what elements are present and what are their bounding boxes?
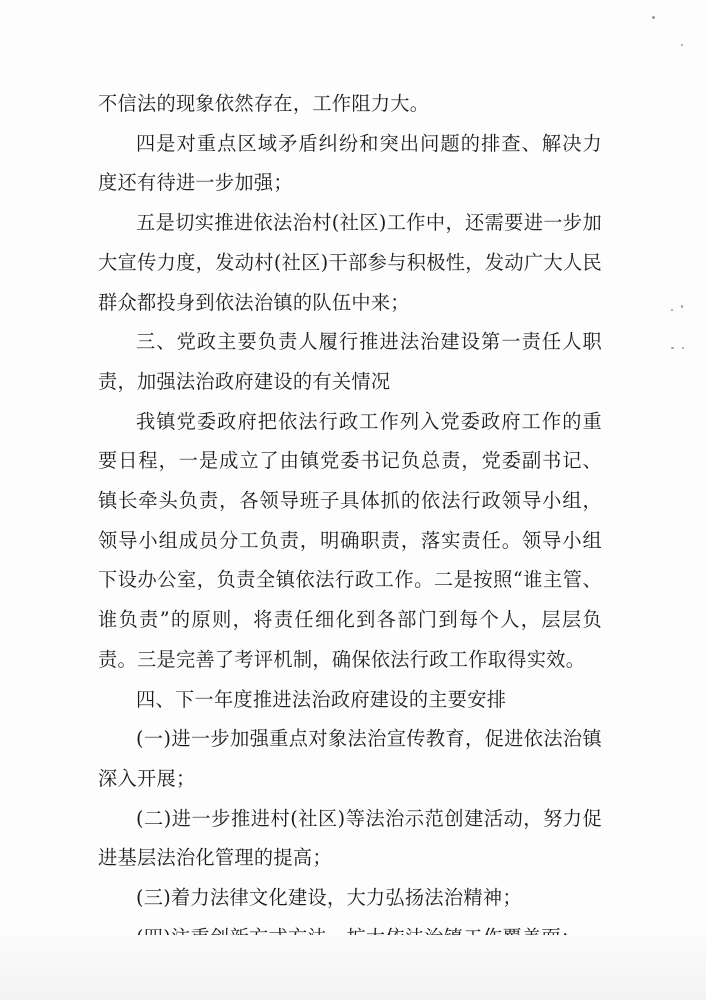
- scan-speck: [681, 305, 683, 308]
- scan-bottom-edge: [0, 935, 706, 1000]
- scan-speck: [671, 309, 673, 311]
- scan-speck: [682, 347, 684, 349]
- scan-speck: [681, 44, 683, 46]
- scan-speck: [652, 16, 655, 19]
- body-paragraph: 我镇党委政府把依法行政工作列入党委政府工作的重要日程，一是成立了由镇党委书记负总责，党委副书记、镇长牵头负责，各领导班子具体抓的依法行政领导小组，领导小组成员分工负责，明确职责，落实责任。领导小组下设办公室，负责全镇依法行政工作。二是按照“谁主管、谁负责”的原则，将责任细化到各部门到每个人，层层负责。三是完善了考评机制，确保依法行政工作取得实效。: [98, 409, 602, 671]
- section-heading: 三、党政主要负责人履行推进法治建设第一责任人职责，加强法治政府建设的有关情况: [98, 330, 602, 393]
- list-item: (三)着力法律文化建设，大力弘扬法治精神；: [136, 886, 522, 910]
- list-item: (一)进一步加强重点对象法治宣传教育，促进依法治镇深入开展；: [98, 727, 602, 790]
- body-paragraph: 五是切实推进依法治村(社区)工作中，还需要进一步加大宣传力度，发动村(社区)干部参与积极性，发动广大人民群众都投身到依法治镇的队伍中来；: [98, 211, 602, 314]
- section-heading: 四、下一年度推进法治政府建设的主要安排: [136, 687, 507, 711]
- body-paragraph: 四是对重点区域矛盾纠纷和突出问题的排查、解决力度还有待进一步加强；: [98, 131, 602, 195]
- body-paragraph: 不信法的现象依然存在，工作阻力大。: [98, 92, 430, 115]
- document-body: [98, 84, 602, 957]
- list-item: (二)进一步推进村(社区)等法治示范创建活动，努力促进基层法治化管理的提高；: [98, 806, 602, 870]
- scan-speck: [671, 347, 674, 349]
